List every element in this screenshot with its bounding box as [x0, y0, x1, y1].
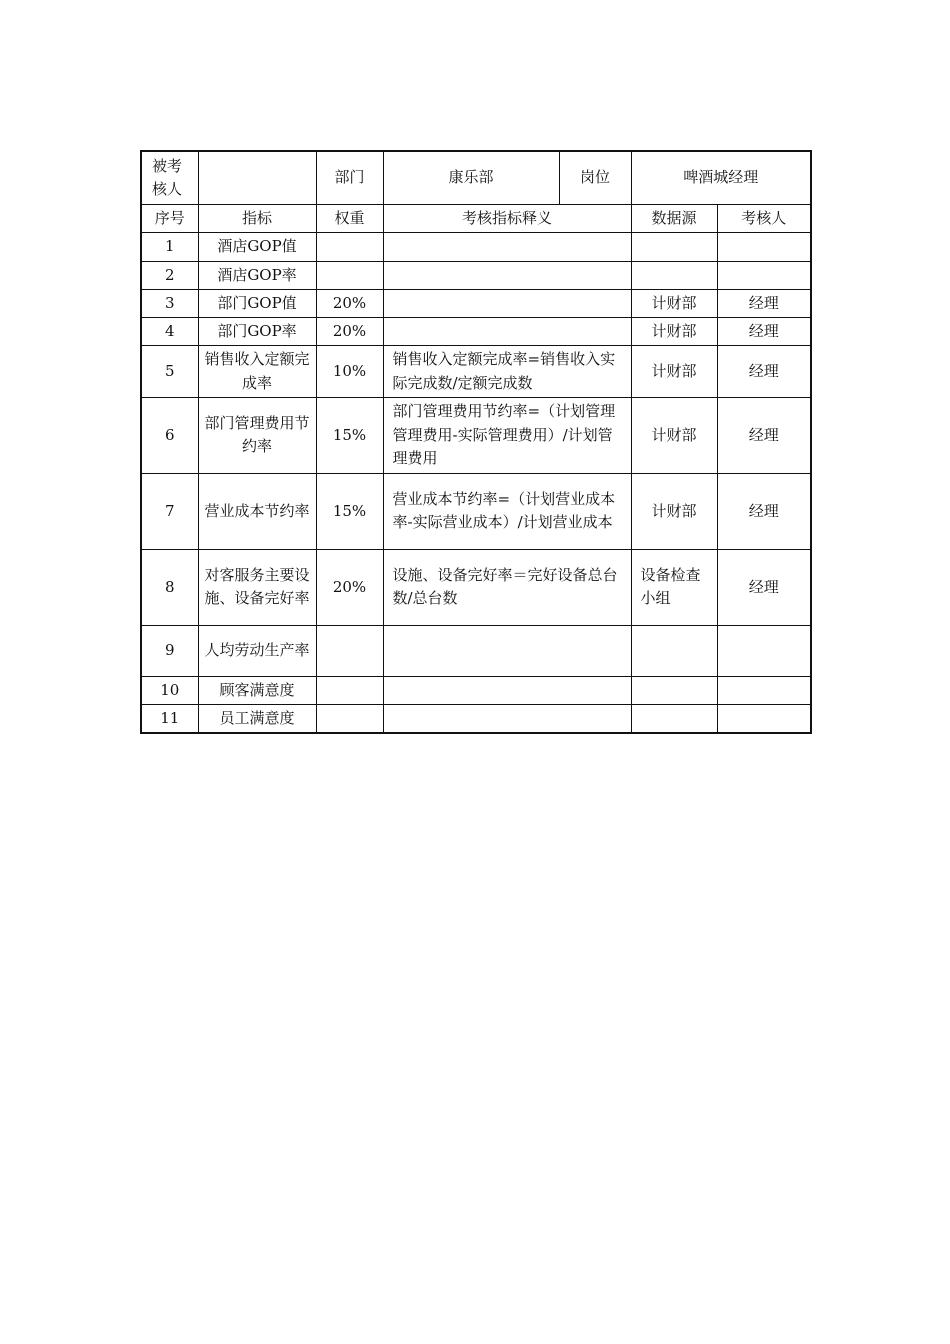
row-definition: 营业成本节约率=（计划营业成本率-实际营业成本）/计划营业成本	[383, 473, 631, 549]
row-assessor: 经理	[717, 549, 811, 625]
column-header-row	[141, 205, 811, 233]
row-definition: 设施、设备完好率＝完好设备总台数/总台数	[383, 549, 631, 625]
row-seq: 7	[141, 473, 198, 549]
department-value: 康乐部	[383, 151, 559, 205]
row-source: 计财部	[631, 318, 717, 346]
row-indicator: 部门管理费用节约率	[198, 397, 316, 473]
row-definition	[383, 705, 631, 734]
evaluatee-label: 被考核人	[141, 151, 198, 205]
col-header-seq: 序号	[141, 205, 198, 233]
row-assessor	[717, 261, 811, 289]
row-weight	[316, 676, 383, 704]
row-weight: 10%	[316, 346, 383, 398]
row-assessor	[717, 233, 811, 261]
row-assessor	[717, 705, 811, 734]
row-source	[631, 625, 717, 676]
row-indicator: 顾客满意度	[198, 676, 316, 704]
row-definition	[383, 289, 631, 317]
row-source	[631, 705, 717, 734]
row-weight: 15%	[316, 397, 383, 473]
evaluatee-value	[198, 151, 316, 205]
table-row	[141, 676, 811, 704]
row-indicator: 人均劳动生产率	[198, 625, 316, 676]
table-row	[141, 625, 811, 676]
department-label: 部门	[316, 151, 383, 205]
row-source	[631, 261, 717, 289]
row-weight: 20%	[316, 549, 383, 625]
table-row	[141, 346, 811, 398]
col-header-indicator: 指标	[198, 205, 316, 233]
row-seq: 9	[141, 625, 198, 676]
row-indicator: 员工满意度	[198, 705, 316, 734]
row-definition: 销售收入定额完成率=销售收入实际完成数/定额完成数	[383, 346, 631, 398]
col-header-assessor: 考核人	[717, 205, 811, 233]
position-value: 啤酒城经理	[631, 151, 811, 205]
table-header-row	[141, 151, 811, 205]
table-row	[141, 261, 811, 289]
row-source: 计财部	[631, 346, 717, 398]
row-weight: 20%	[316, 289, 383, 317]
row-indicator: 部门GOP值	[198, 289, 316, 317]
row-indicator: 酒店GOP值	[198, 233, 316, 261]
row-assessor: 经理	[717, 346, 811, 398]
row-seq: 10	[141, 676, 198, 704]
row-source	[631, 233, 717, 261]
row-weight	[316, 233, 383, 261]
row-assessor: 经理	[717, 473, 811, 549]
table-row	[141, 233, 811, 261]
row-indicator: 营业成本节约率	[198, 473, 316, 549]
row-seq: 1	[141, 233, 198, 261]
row-seq: 5	[141, 346, 198, 398]
table-row	[141, 318, 811, 346]
row-definition: 部门管理费用节约率=（计划管理管理费用-实际管理费用）/计划管理费用	[383, 397, 631, 473]
table-row	[141, 397, 811, 473]
col-header-weight: 权重	[316, 205, 383, 233]
row-source: 设备检查小组	[631, 549, 717, 625]
row-source	[631, 676, 717, 704]
row-source: 计财部	[631, 473, 717, 549]
row-source: 计财部	[631, 397, 717, 473]
col-header-source: 数据源	[631, 205, 717, 233]
row-seq: 8	[141, 549, 198, 625]
row-definition	[383, 318, 631, 346]
table-row	[141, 549, 811, 625]
row-assessor	[717, 625, 811, 676]
table-row	[141, 473, 811, 549]
table-row	[141, 705, 811, 734]
row-weight: 15%	[316, 473, 383, 549]
row-assessor: 经理	[717, 289, 811, 317]
row-definition	[383, 676, 631, 704]
row-assessor	[717, 676, 811, 704]
row-seq: 6	[141, 397, 198, 473]
kpi-assessment-table	[140, 150, 812, 734]
col-header-definition: 考核指标释义	[383, 205, 631, 233]
row-seq: 4	[141, 318, 198, 346]
row-seq: 11	[141, 705, 198, 734]
position-label: 岗位	[559, 151, 631, 205]
row-assessor: 经理	[717, 318, 811, 346]
row-source: 计财部	[631, 289, 717, 317]
row-definition	[383, 261, 631, 289]
row-definition	[383, 233, 631, 261]
row-indicator: 销售收入定额完成率	[198, 346, 316, 398]
row-indicator: 酒店GOP率	[198, 261, 316, 289]
row-seq: 2	[141, 261, 198, 289]
row-assessor: 经理	[717, 397, 811, 473]
row-indicator: 对客服务主要设施、设备完好率	[198, 549, 316, 625]
row-indicator: 部门GOP率	[198, 318, 316, 346]
row-definition	[383, 625, 631, 676]
row-weight	[316, 705, 383, 734]
row-weight: 20%	[316, 318, 383, 346]
row-weight	[316, 261, 383, 289]
table-row	[141, 289, 811, 317]
row-weight	[316, 625, 383, 676]
row-seq: 3	[141, 289, 198, 317]
